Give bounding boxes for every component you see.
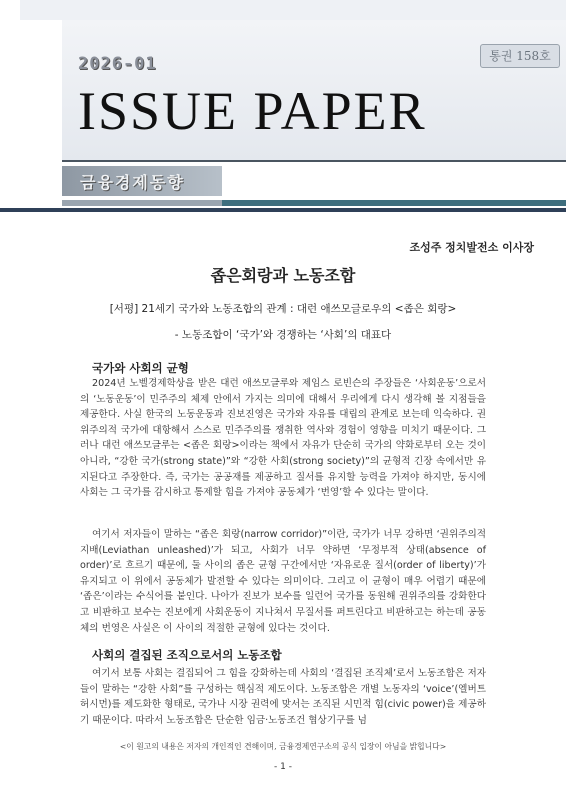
document-title: 좁은회랑과 노동조합 — [210, 266, 356, 285]
disclaimer-footnote: <이 원고의 내용은 저자의 개인적인 견해이며, 금융경제연구소의 공식 입장이 아님을 밝힙니다> — [119, 742, 447, 751]
page-number: - 1 - — [274, 762, 292, 772]
header-bar-grey — [62, 200, 222, 206]
sub-heading: - 노동조합이 ‘국가’와 경쟁하는 ‘사회’의 대표다 — [174, 329, 392, 341]
section-heading: 사회의 결집된 조직으로서의 노동조합 — [92, 648, 282, 662]
issue-year: 2026-01 — [78, 54, 157, 74]
paragraph: 2024년 노벨경제학상을 받은 대런 애쓰모글루와 제임스 로빈슨의 주장들은 ‘사회운동’으로서의 ‘노동운동’이 민주주의 체제 안에서 가지는 의미에 대해서 우리에게 다시 생각해 볼 지점들을 제공한다. 사실 한국의 노동운동과 진보진영은 국가와 자유를 대립의 관계로 보는데 익숙하다. 권위주의적 국가에 대항해서 스스로 민주주의를 쟁취한 역사와 경험이 영향을 미치기 때문이다. 그러나 대런 애쓰모글루는 <좁은 회랑>이라는 책에서 자유가 단순히 국가의 약화로부터 오는 것이 아니라, “강한 국가(strong state)”와 “강한 사회(strong society)”의 균형적 긴장 속에서만 유지된다고 주장한다. 즉, 국가는 공공재를 제공하고 질서를 유지할 능력을 가져야 하지만, 동시에 사회는 그 국가를 감시하고 통제할 힘을 가져야 공동체가 ‘번영’할 수 있다는 말이다. — [80, 378, 486, 499]
issue-paper-title: ISSUE PAPER — [78, 81, 427, 141]
series-subtitle: 금융경제동향 — [80, 173, 185, 192]
review-title: [서평] 21세기 국가와 노동조합의 관계 : 대런 애쓰모글로우의 <좁은 회랑> — [109, 303, 457, 315]
issue-paper-header — [0, 0, 566, 215]
paragraph: 여기서 저자들이 말하는 “좁은 회랑(narrow corridor)”이란, 국가가 너무 강하면 ‘권위주의적 지배(Leviathan unleashed)’가 되고, 사회가 너무 약하면 ‘무정부적 상태(absence of order)’로 흐르기 때문에, 둘 사이의 좁은 균형 구간에서만 ‘자유로운 질서(order of liberty)’가 유지되고 이 위에서 공동체가 발전할 수 있다는 의미이다. 그리고 이 균형이 매우 어렵기 때문에 ‘좁은’이라는 수식어를 붙인다. 나아가 진보가 보수를 일런어 국가를 동원해 권위주의를 강화한다고 비판하고 보수는 진보에게 사회운동이 지나쳐서 무질서를 퍼트린다고 비판하고는 하는데 공동체의 번영은 사실은 이 사이의 적절한 균형에 있다는 것이다. — [80, 529, 486, 634]
issue-number-badge: 통권 158호 — [480, 44, 560, 68]
header-bar-teal — [222, 200, 566, 206]
header-rule — [62, 160, 566, 162]
section-heading: 국가와 사회의 균형 — [92, 361, 189, 375]
header-bar-navy — [0, 208, 566, 212]
header-top-band — [20, 0, 566, 20]
author-line: 조성주 정치발전소 이사장 — [409, 241, 534, 254]
paragraph: 여기서 보통 사회는 결집되어 그 힘을 강화하는데 사회의 ‘결집된 조직체’로서 노동조합은 저자들이 말하는 “강한 사회”를 구성하는 핵심적 제도이다. 노동조합은 개별 노동자의 ‘voice’(엘버트 허시먼)를 제도화한 형태로, 국가나 시장 권력에 맞서는 조직된 시민적 힘(civic power)을 제공하기 때문이다. 따라서 노동조합은 단순한 임금·노동조건 협상기구를 넘 — [80, 668, 486, 726]
